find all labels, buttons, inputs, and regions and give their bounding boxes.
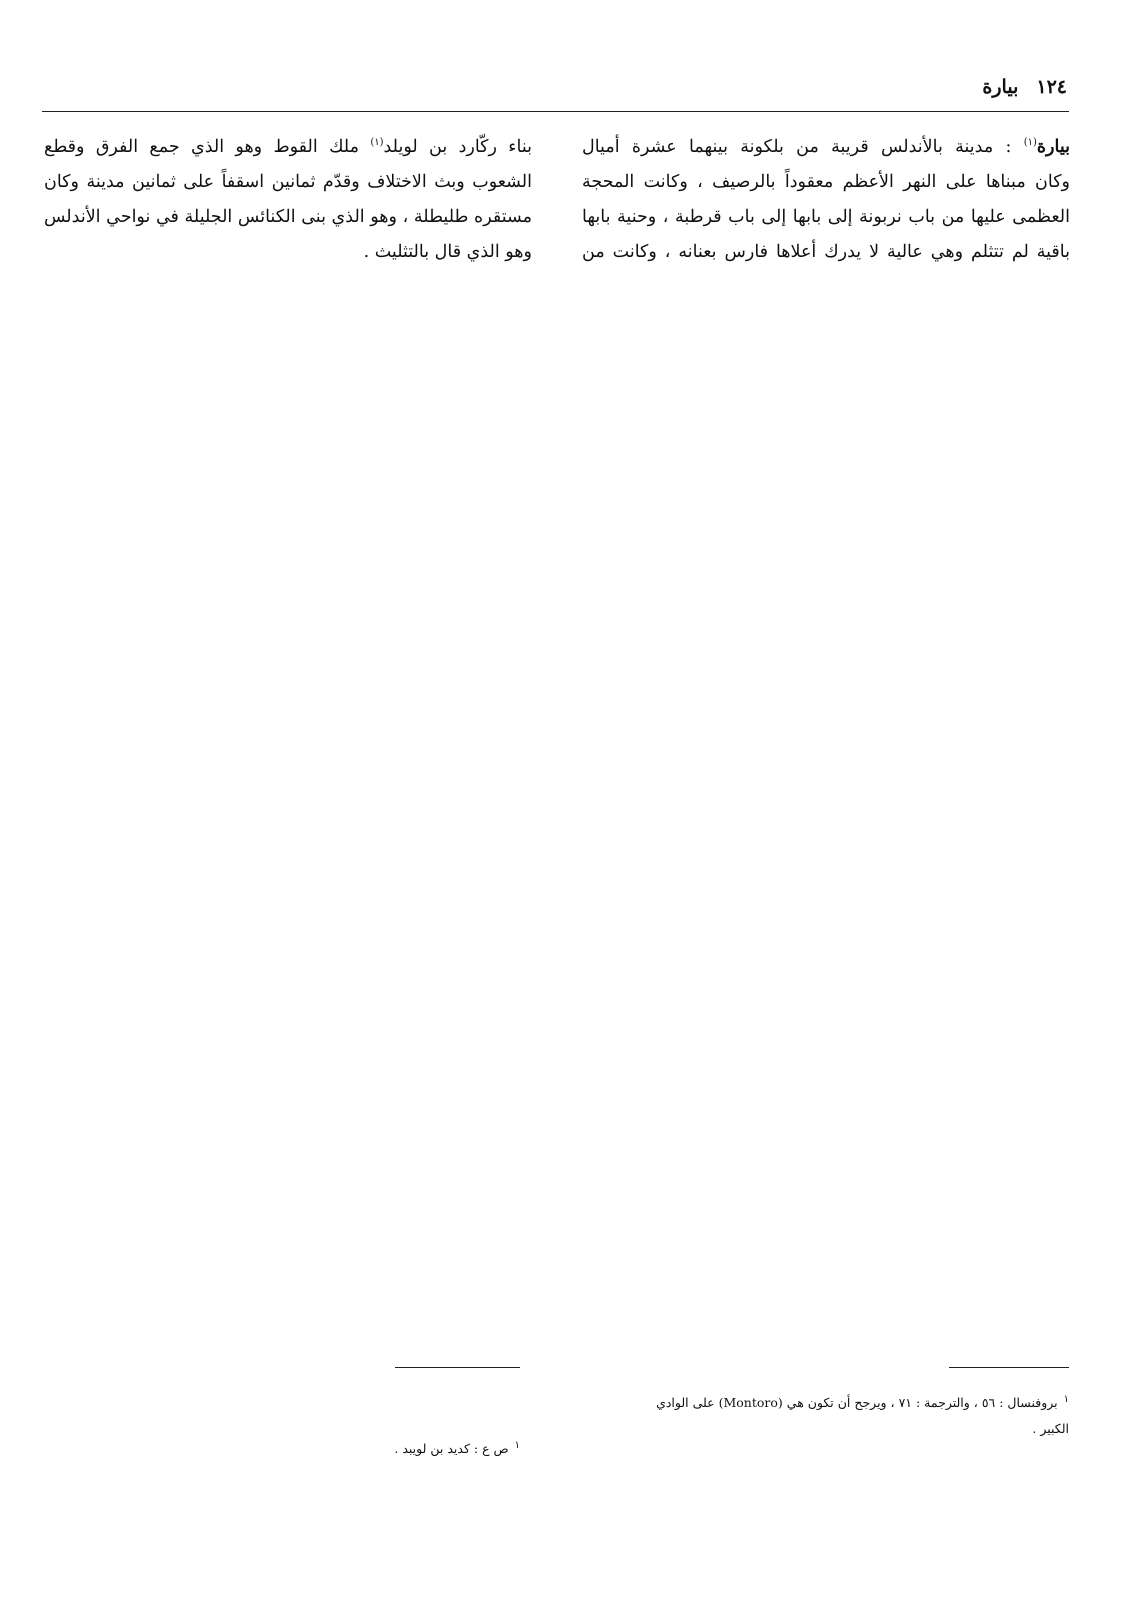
page-number: ١٢٤: [1036, 76, 1067, 98]
footnote-number: ١: [514, 1439, 520, 1451]
footnote-line: [581, 1390, 1069, 1416]
right-column: [582, 130, 1070, 270]
text-line: وكان مبناها على النهر الأعظم معقوداً بالرصيف ، وكانت المحجة: [582, 172, 1070, 192]
footnote-marker: (١): [1023, 137, 1037, 149]
text-line: باقية لم تتثلم وهي عالية لا يدرك أعلاها فارس بعنانه ، وكانت من: [582, 242, 1070, 262]
footnote-number: ١: [1063, 1393, 1069, 1405]
left-column: [44, 130, 532, 270]
entry-headword: بيارة: [1036, 137, 1070, 157]
text-line: العظمى عليها من باب نربونة إلى بابها إلى باب قرطبة ، وحنية بابها: [582, 207, 1070, 227]
text-segment: بناء ركّارد بن لويلد: [383, 137, 532, 157]
text-line: مستقره طليطلة ، وهو الذي بنى الكنائس الجليلة في نواحي الأندلس: [44, 207, 532, 227]
footnote-right: [581, 1390, 1069, 1442]
text-segment: : مدينة بالأندلس قريبة من بلكونة بينهما عشرة أميال: [582, 137, 1024, 157]
running-title: بيارة: [982, 76, 1019, 98]
text-line: الشعوب وبث الاختلاف وقدّم ثمانين اسقفاً على ثمانين مدينة وكان: [44, 172, 532, 192]
footnote-text: ص ع : كديد بن لويبد .: [394, 1441, 509, 1456]
footnote-rule: [395, 1367, 520, 1368]
text-line: [582, 130, 1070, 165]
footnote-rule: [949, 1367, 1069, 1368]
footnote-left: [320, 1436, 520, 1462]
text-line: [44, 130, 532, 165]
footnote-marker: (١): [370, 137, 384, 149]
footnote-line: الكبير .: [1032, 1421, 1069, 1436]
header-rule: [42, 111, 1069, 112]
text-line: وهو الذي قال بالتثليث .: [363, 242, 532, 262]
text-segment: ملك القوط وهو الذي جمع الفرق وقطع: [44, 137, 371, 157]
footnote-text: بروفنسال : ٥٦ ، والترجمة : ٧١ ، ويرجح أن تكون هي (Montoro) على الوادي: [656, 1395, 1058, 1410]
page-header: [77, 76, 1067, 106]
